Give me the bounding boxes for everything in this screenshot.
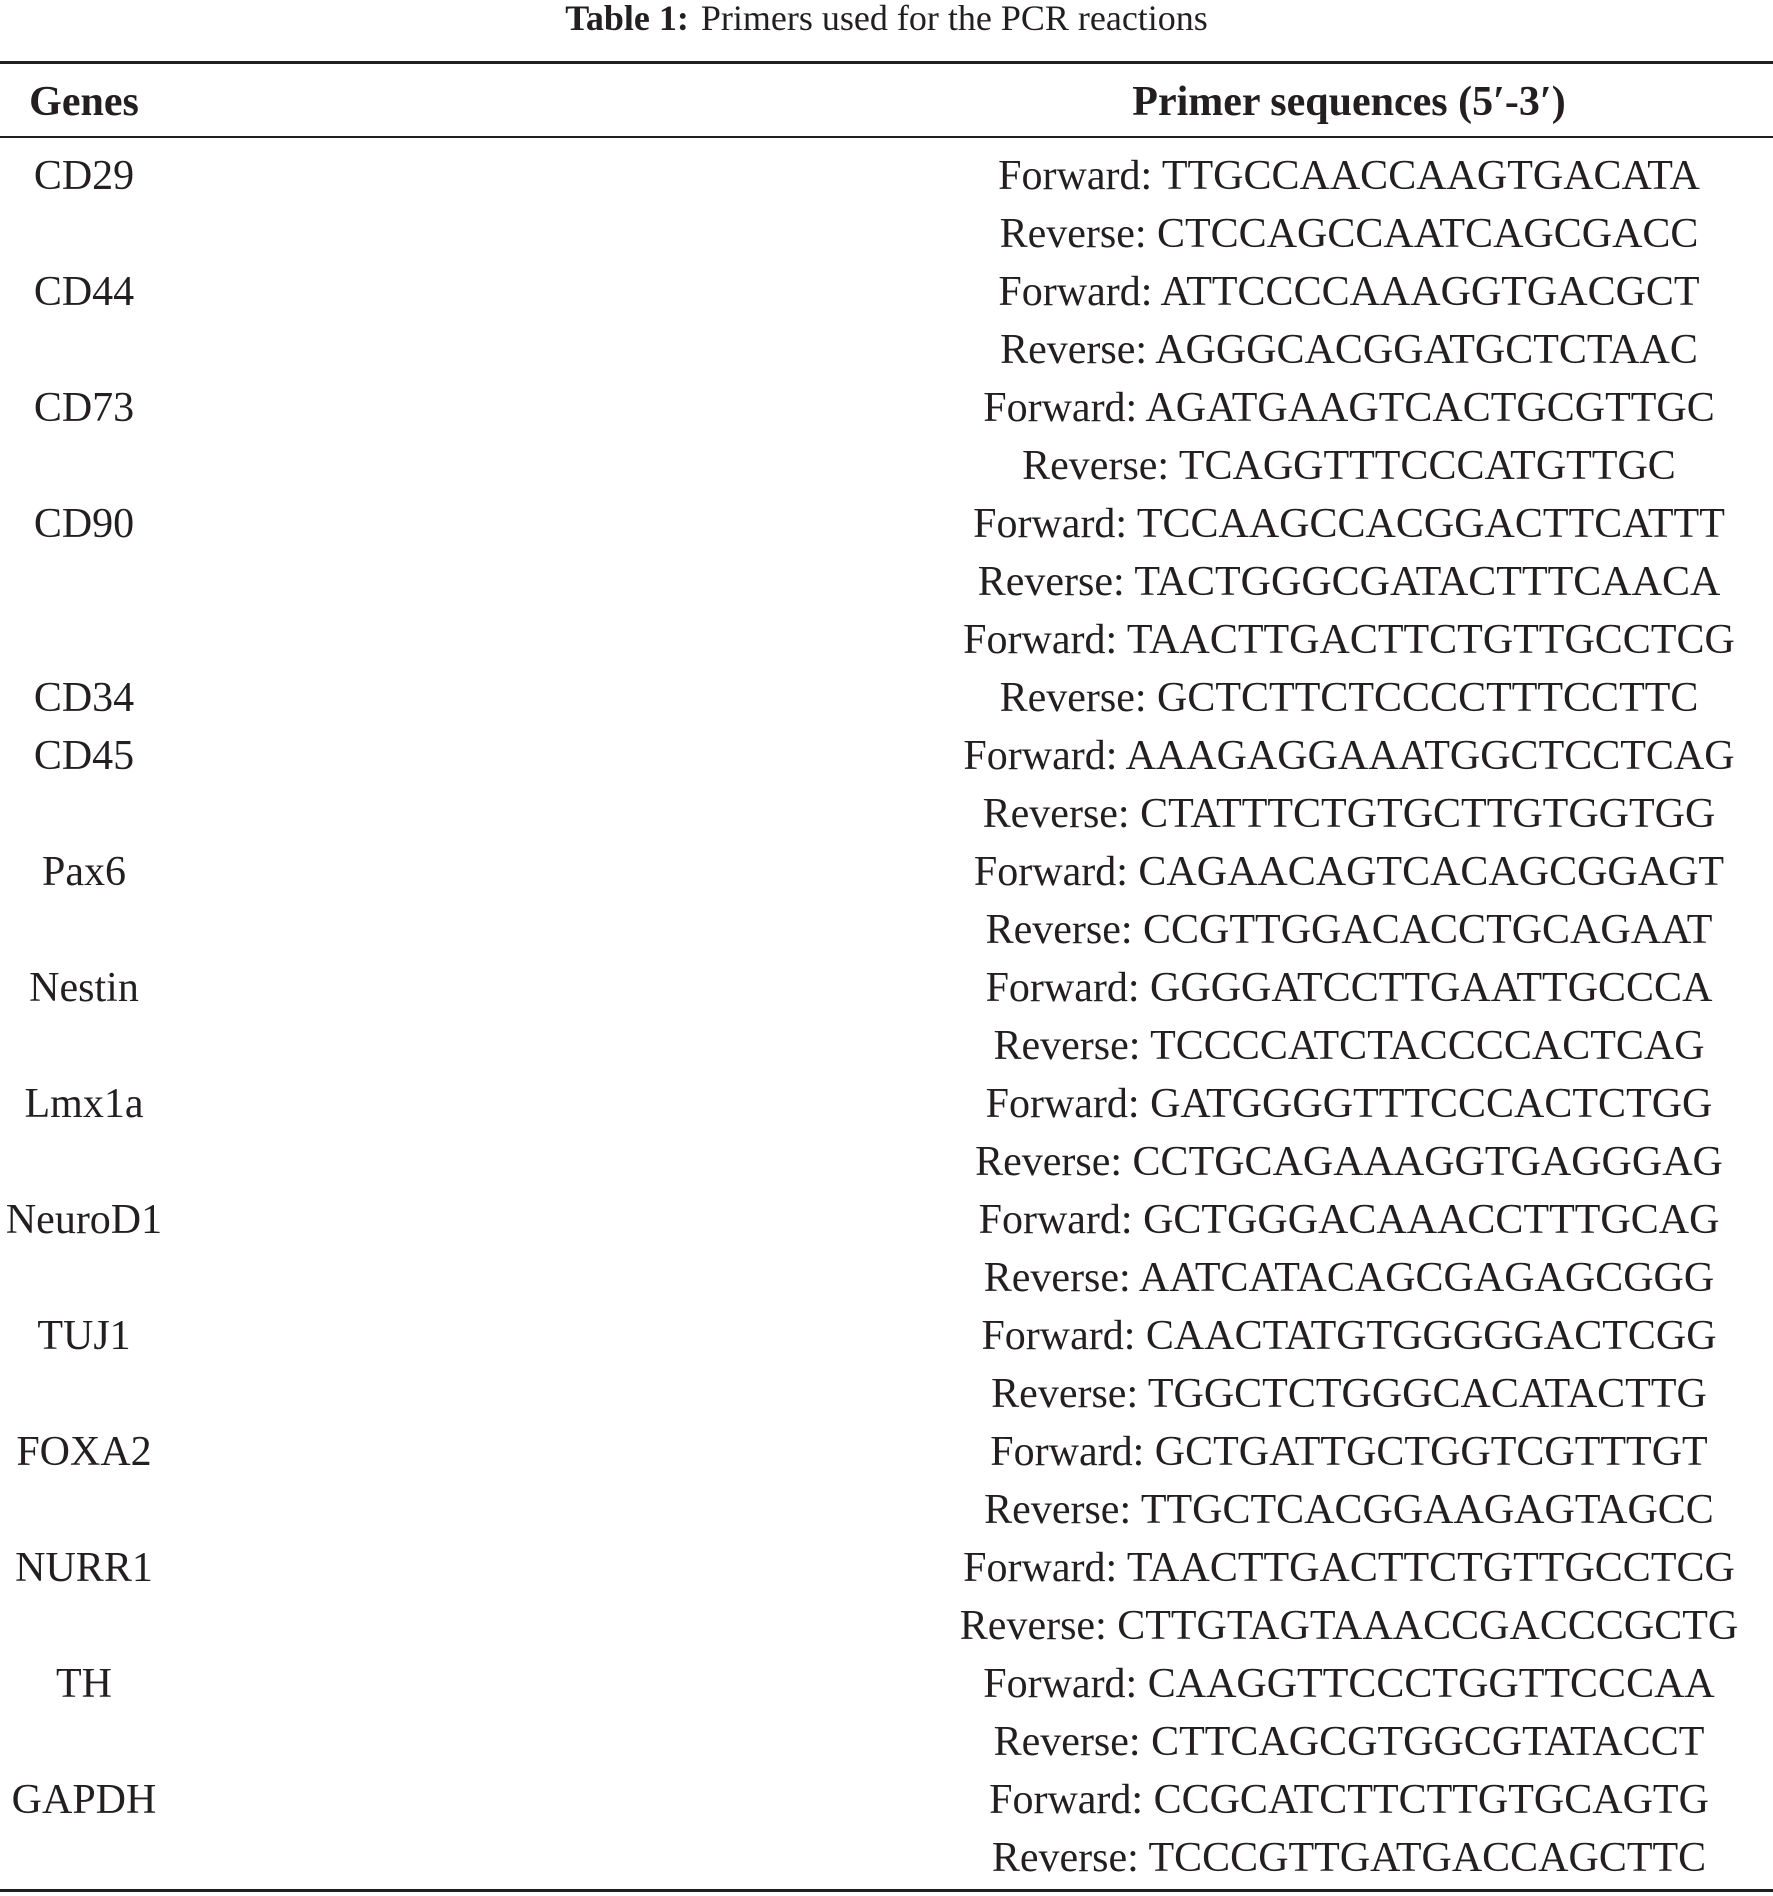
table-row bbox=[0, 611, 1773, 669]
gene-cell: Nestin bbox=[29, 965, 139, 1011]
table-caption-text: Primers used for the PCR reactions bbox=[700, 0, 1208, 38]
gene-cell: Pax6 bbox=[42, 849, 126, 895]
primer-sequence-cell: Forward: TTGCCAACCAAGTGACATA bbox=[998, 153, 1700, 199]
table-row bbox=[0, 785, 1773, 843]
primer-sequence-cell: Reverse: GCTCTTCTCCCCTTTCCTTC bbox=[999, 675, 1699, 721]
table-body bbox=[0, 147, 1773, 1887]
table-row bbox=[0, 959, 1773, 1017]
primer-sequence-cell: Reverse: CTTCAGCGTGGCGTATACCT bbox=[993, 1719, 1705, 1765]
primer-sequence-cell: Forward: GCTGATTGCTGGTCGTTTGT bbox=[990, 1429, 1708, 1475]
column-header-primer-sequences: Primer sequences (5′-3′) bbox=[1132, 79, 1566, 125]
primer-sequence-cell: Forward: CAGAACAGTCACAGCGGAGT bbox=[973, 849, 1725, 895]
table-row bbox=[0, 727, 1773, 785]
top-rule bbox=[0, 61, 1773, 64]
primer-sequence-cell: Reverse: CTCCAGCCAATCAGCGACC bbox=[999, 211, 1699, 257]
gene-cell: CD34 bbox=[33, 675, 135, 721]
table-row bbox=[0, 1655, 1773, 1713]
table-row bbox=[0, 1133, 1773, 1191]
primer-sequence-cell: Reverse: TTGCTCACGGAAGAGTAGCC bbox=[984, 1487, 1714, 1533]
table-row bbox=[0, 1249, 1773, 1307]
gene-cell: NeuroD1 bbox=[5, 1197, 163, 1243]
gene-cell: CD73 bbox=[33, 385, 135, 431]
primer-sequence-cell: Forward: GCTGGGACAAACCTTTGCAG bbox=[978, 1197, 1720, 1243]
table-caption-label: Table 1: bbox=[565, 0, 689, 38]
primer-sequence-cell: Forward: AGATGAAGTCACTGCGTTGC bbox=[983, 385, 1715, 431]
table-row bbox=[0, 1829, 1773, 1887]
table-row bbox=[0, 263, 1773, 321]
table-row bbox=[0, 321, 1773, 379]
gene-cell: CD44 bbox=[33, 269, 135, 315]
primer-sequence-cell: Forward: CAACTATGTGGGGGACTCGG bbox=[981, 1313, 1717, 1359]
primer-sequence-cell: Reverse: AGGGCACGGATGCTCTAAC bbox=[1000, 327, 1698, 373]
primer-sequence-cell: Reverse: CCGTTGGACACCTGCAGAAT bbox=[985, 907, 1713, 953]
gene-cell: TH bbox=[56, 1661, 112, 1707]
primer-sequence-cell: Forward: TCCAAGCCACGGACTTCATTT bbox=[973, 501, 1725, 547]
gene-cell: CD29 bbox=[33, 153, 135, 199]
gene-cell: Lmx1a bbox=[24, 1081, 144, 1127]
table-row bbox=[0, 1307, 1773, 1365]
table-row bbox=[0, 669, 1773, 727]
primer-sequence-cell: Reverse: CCTGCAGAAAGGTGAGGGAG bbox=[975, 1139, 1723, 1185]
table-row bbox=[0, 495, 1773, 553]
primer-sequence-cell: Forward: CCGCATCTTCTTGTGCAGTG bbox=[989, 1777, 1709, 1823]
table-row bbox=[0, 1075, 1773, 1133]
gene-cell: NURR1 bbox=[15, 1545, 153, 1591]
gene-cell: GAPDH bbox=[11, 1777, 157, 1823]
table-row bbox=[0, 1423, 1773, 1481]
gene-cell: CD90 bbox=[33, 501, 135, 547]
table-row bbox=[0, 901, 1773, 959]
table-row bbox=[0, 1365, 1773, 1423]
table-row bbox=[0, 205, 1773, 263]
primer-sequence-cell: Forward: CAAGGTTCCCTGGTTCCCAA bbox=[983, 1661, 1715, 1707]
primer-sequence-cell: Reverse: AATCATACAGCGAGAGCGGG bbox=[983, 1255, 1715, 1301]
primer-sequence-cell: Reverse: CTTGTAGTAAACCGACCCGCTG bbox=[959, 1603, 1739, 1649]
table-row bbox=[0, 843, 1773, 901]
primer-sequence-cell: Reverse: CTATTTCTGTGCTTGTGGTGG bbox=[982, 791, 1716, 837]
primer-sequence-cell: Forward: TAACTTGACTTCTGTTGCCTCG bbox=[963, 617, 1735, 663]
table-row bbox=[0, 1017, 1773, 1075]
table-row bbox=[0, 437, 1773, 495]
table-row bbox=[0, 1481, 1773, 1539]
table-row bbox=[0, 1191, 1773, 1249]
primer-sequence-cell: Forward: GGGGATCCTTGAATTGCCCA bbox=[985, 965, 1713, 1011]
primer-sequence-cell: Forward: AAAGAGGAAATGGCTCCTCAG bbox=[963, 733, 1735, 779]
table-caption bbox=[0, 0, 1773, 40]
header-rule bbox=[0, 136, 1773, 138]
table-row bbox=[0, 553, 1773, 611]
table-row bbox=[0, 1539, 1773, 1597]
primer-sequence-cell: Forward: ATTCCCCAAAGGTGACGCT bbox=[998, 269, 1700, 315]
gene-cell: CD45 bbox=[33, 733, 135, 779]
bottom-rule bbox=[0, 1889, 1773, 1892]
primer-sequence-cell: Reverse: TCCCCATCTACCCCACTCAG bbox=[993, 1023, 1705, 1069]
table-row bbox=[0, 1713, 1773, 1771]
table-row bbox=[0, 379, 1773, 437]
table-row bbox=[0, 1771, 1773, 1829]
primer-sequence-cell: Forward: TAACTTGACTTCTGTTGCCTCG bbox=[963, 1545, 1735, 1591]
table-row bbox=[0, 147, 1773, 205]
gene-cell: FOXA2 bbox=[16, 1429, 152, 1475]
table-row bbox=[0, 1597, 1773, 1655]
primer-sequence-cell: Reverse: TCAGGTTTCCCATGTTGC bbox=[1022, 443, 1676, 489]
primer-sequence-cell: Reverse: TGGCTCTGGGCACATACTTG bbox=[991, 1371, 1707, 1417]
primer-sequence-cell: Reverse: TACTGGGCGATACTTTCAACA bbox=[977, 559, 1721, 605]
column-header-genes: Genes bbox=[29, 79, 139, 125]
gene-cell: TUJ1 bbox=[37, 1313, 131, 1359]
primer-sequence-cell: Forward: GATGGGGTTTCCCACTCTGG bbox=[985, 1081, 1713, 1127]
primer-sequence-cell: Reverse: TCCCGTTGATGACCAGCTTC bbox=[991, 1835, 1707, 1881]
